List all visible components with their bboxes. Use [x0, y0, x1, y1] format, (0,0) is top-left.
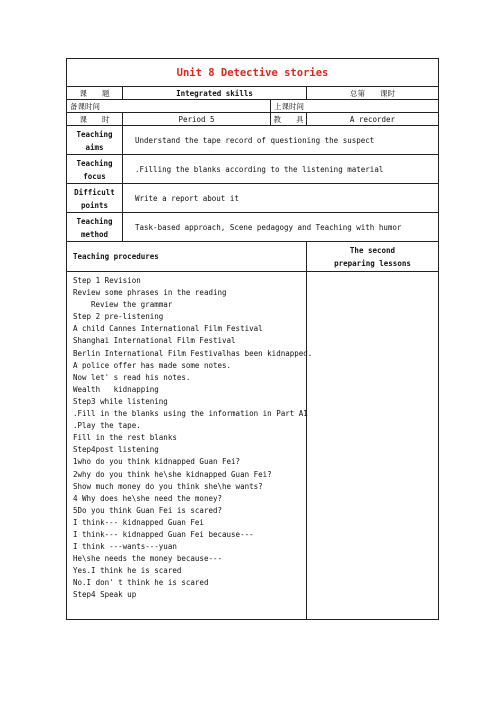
procedure-line: .Play the tape. — [73, 421, 141, 431]
second-prep-heading — [307, 242, 439, 272]
class-time-label: 上课时间 — [271, 100, 439, 113]
method-label-line1: Teaching — [76, 216, 113, 226]
procedure-line: Yes.I think he is scared — [73, 566, 182, 576]
focus-label — [67, 155, 123, 184]
procedure-line: 5Do you think Guan Fei is scared? — [73, 505, 223, 515]
procedure-line: Wealth kidnapping — [73, 384, 159, 394]
procedure-line: I think--- kidnapped Guan Fei — [73, 517, 204, 527]
second-prep-line1: The second — [349, 246, 396, 255]
topic-value: Integrated skills — [123, 87, 307, 100]
procedure-line: Now let' s read his notes. — [73, 372, 191, 382]
aims-label — [67, 126, 123, 155]
difficult-value: Write a report about it — [123, 184, 439, 213]
procedure-line: 4 Why does he\she need the money? — [73, 493, 223, 503]
period-value: Period 5 — [123, 113, 271, 126]
aims-label-line1: Teaching — [76, 129, 113, 139]
lesson-plan-table — [66, 58, 439, 620]
difficult-label — [67, 184, 123, 213]
focus-value: .Filling the blanks according to the listening material — [123, 155, 439, 184]
aims-label-line2: aims — [85, 142, 104, 152]
second-prep-body — [307, 272, 439, 620]
procedure-line: Shanghai International Film Festival — [73, 336, 236, 346]
title-row — [67, 59, 439, 87]
aids-value: A recorder — [307, 113, 439, 126]
procedure-line: A child Cannes International Film Festival — [73, 324, 263, 334]
procedure-line: Step3 while listening — [73, 396, 168, 406]
procedure-line — [73, 602, 306, 614]
period-label: 课 时 — [67, 113, 123, 126]
procedure-line: He\she needs the money because--- — [73, 554, 223, 564]
procedure-line: Review the grammar — [91, 300, 173, 310]
procedure-line: I think--- kidnapped Guan Fei because--- — [73, 529, 254, 539]
procedure-line: Review some phrases in the reading — [73, 288, 227, 298]
method-label — [67, 213, 123, 242]
page-title: Unit 8 Detective stories — [176, 66, 329, 79]
procedure-line: Step4post listening — [73, 445, 159, 455]
difficult-label-line1: Difficult — [74, 187, 115, 197]
procedures-heading: Teaching procedures — [67, 242, 307, 272]
procedure-line: Fill in the rest blanks — [73, 433, 177, 443]
procedure-line: Show much money do you think she\he wants? — [73, 481, 263, 491]
procedure-line: 1who do you think kidnapped Guan Fei? — [73, 457, 241, 467]
topic-label: 课 题 — [67, 87, 123, 100]
difficult-label-line2: points — [80, 200, 109, 210]
method-label-line2: method — [80, 229, 109, 239]
lesson-plan — [66, 58, 438, 620]
procedure-line: Berlin International Film Festivalhas been kidnapped. — [73, 348, 313, 358]
procedure-line: Step 2 pre-listening — [73, 312, 164, 322]
procedure-line: No.I don' t think he is scared — [73, 578, 209, 588]
procedure-line: A police offer has made some notes. — [73, 360, 232, 370]
method-value: Task-based approach, Scene pedagogy and Teaching with humor — [123, 213, 439, 242]
procedure-line: 2why do you think he\she kidnapped Guan Fei? — [73, 469, 272, 479]
procedure-line: Step 1 Revision — [73, 276, 141, 285]
aids-label: 教 具 — [271, 113, 307, 126]
procedure-line: Step4 Speak up — [73, 590, 137, 600]
focus-label-line2: focus — [83, 171, 106, 181]
procedure-line: .Fill in the blanks using the information in Part A1 — [73, 409, 308, 419]
total-periods-label: 总第 课时 — [307, 87, 439, 100]
aims-value: Understand the tape record of questioning the suspect — [123, 126, 439, 155]
prep-time-label: 备课时间 — [67, 100, 271, 113]
focus-label-line1: Teaching — [76, 158, 113, 168]
procedure-line: I think ---wants---yuan — [73, 542, 177, 552]
procedures-body — [67, 272, 313, 620]
second-prep-line2: preparing lessons — [334, 259, 411, 268]
